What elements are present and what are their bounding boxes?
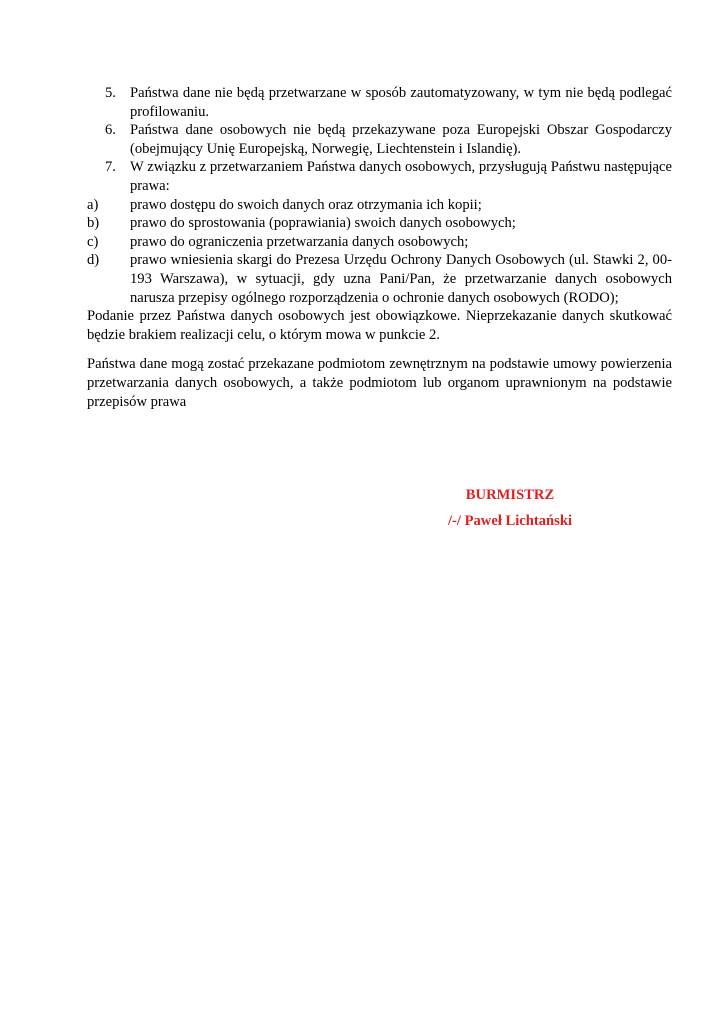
list-item-text: Państwa dane nie będą przetwarzane w sposób zautomatyzowany, w tym nie będą podlegać profilowaniu. bbox=[130, 85, 672, 120]
list-marker: 6. bbox=[105, 122, 116, 139]
numbered-item-5 bbox=[87, 84, 672, 121]
document-body bbox=[87, 84, 672, 411]
lettered-item-d bbox=[87, 251, 672, 307]
signature-name: /-/ Paweł Lichtański bbox=[447, 513, 573, 529]
list-item-text: prawo do ograniczenia przetwarzania danych osobowych; bbox=[130, 233, 469, 250]
list-item-text: W związku z przetwarzaniem Państwa danych osobowych, przysługują Państwu następujące prawa: bbox=[130, 159, 672, 194]
list-item-text: prawo do sprostowania (poprawiania) swoich danych osobowych; bbox=[130, 215, 516, 232]
signature-title: BURMISTRZ bbox=[465, 487, 555, 503]
list-item-text: prawo dostępu do swoich danych oraz otrzymania ich kopii; bbox=[130, 196, 482, 213]
list-marker: d) bbox=[87, 252, 100, 269]
signature-block bbox=[400, 486, 620, 530]
numbered-item-6 bbox=[87, 121, 672, 158]
list-marker: b) bbox=[87, 215, 100, 232]
numbered-item-7 bbox=[87, 158, 672, 195]
list-marker: a) bbox=[87, 196, 99, 213]
list-marker: 7. bbox=[105, 159, 116, 176]
list-marker: c) bbox=[87, 233, 99, 250]
list-item-text: prawo wniesienia skargi do Prezesa Urzędu Ochrony Danych Osobowych (ul. Stawki 2, 00-193 Warszawa), w sytuacji, gdy uzna Pani/Pan, że przetwarzanie danych osobowych narusza przepisy ogólnego rozporządzenia o ochronie danych osobowych (RODO); bbox=[130, 252, 672, 306]
lettered-item-b bbox=[87, 214, 672, 233]
list-marker: 5. bbox=[105, 85, 116, 101]
paragraph-obligatory: Podanie przez Państwa danych osobowych jest obowiązkowe. Nieprzekazanie danych skutkować będzie brakiem realizacji celu, o którym mowa w punkcie 2. bbox=[87, 308, 672, 343]
paragraph-transfer: Państwa dane mogą zostać przekazane podmiotom zewnętrznym na podstawie umowy powierzenia przetwarzania danych osobowych, a także podmiotom lub organom uprawnionym na podstawie przepisów prawa bbox=[87, 356, 672, 410]
lettered-item-c bbox=[87, 233, 672, 252]
lettered-item-a bbox=[87, 196, 672, 215]
list-item-text: Państwa dane osobowych nie będą przekazywane poza Europejski Obszar Gospodarczy (obejmujący Unię Europejską, Norwegię, Liechtenstein i Islandię). bbox=[130, 122, 672, 157]
